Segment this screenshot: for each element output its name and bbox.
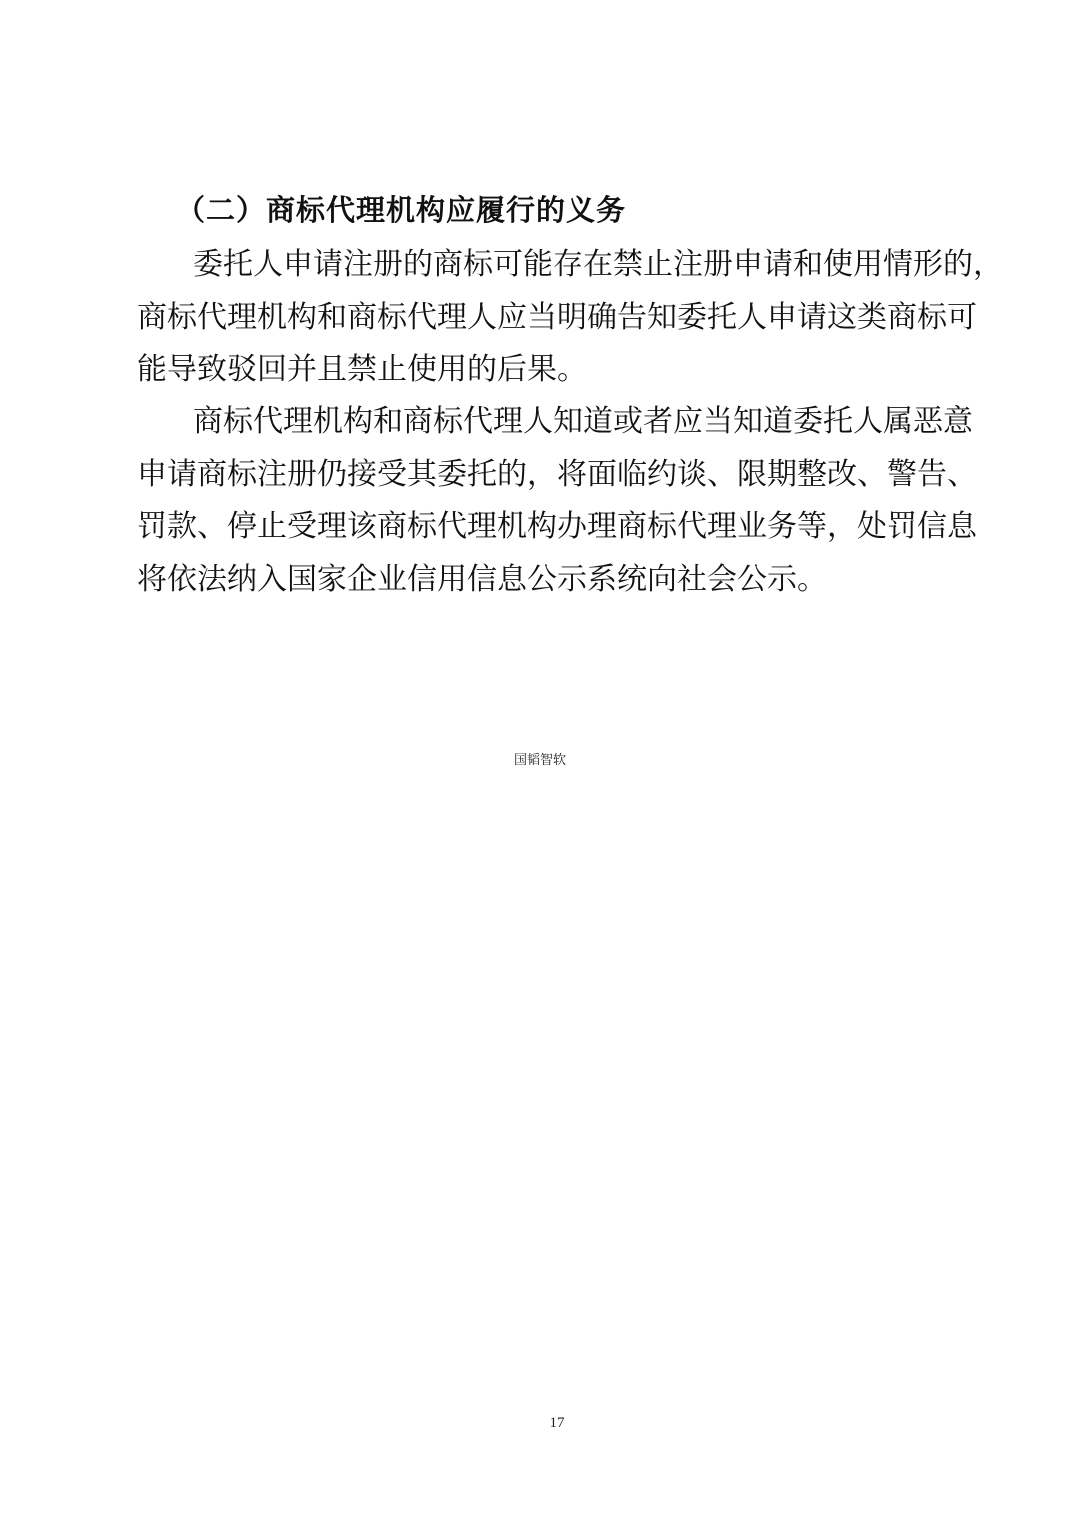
watermark-text: 国韬智软	[513, 753, 566, 768]
paragraph-line: 罚款、停止受理该商标代理机构办理商标代理业务等，处罚信息	[137, 509, 977, 544]
paragraph-line: 申请商标注册仍接受其委托的，将面临约谈、限期整改、警告、	[137, 456, 977, 492]
paragraph-line: 能导致驳回并且禁止使用的后果。	[137, 352, 587, 387]
paragraph-line: 商标代理机构和商标代理人知道或者应当知道委托人属恶意	[193, 404, 973, 439]
paragraph-line: 将依法纳入国家企业信用信息公示系统向社会公示。	[137, 561, 827, 597]
body-paragraph	[137, 239, 1003, 397]
paragraph-line: 委托人申请注册的商标可能存在禁止注册申请和使用情形的，	[193, 247, 1003, 282]
page-number: 17	[549, 1415, 565, 1431]
section-heading: （二）商标代理机构应履行的义务	[176, 193, 627, 227]
body-paragraph	[137, 396, 977, 606]
paragraph-line: 商标代理机构和商标代理人应当明确告知委托人申请这类商标可	[137, 299, 977, 335]
